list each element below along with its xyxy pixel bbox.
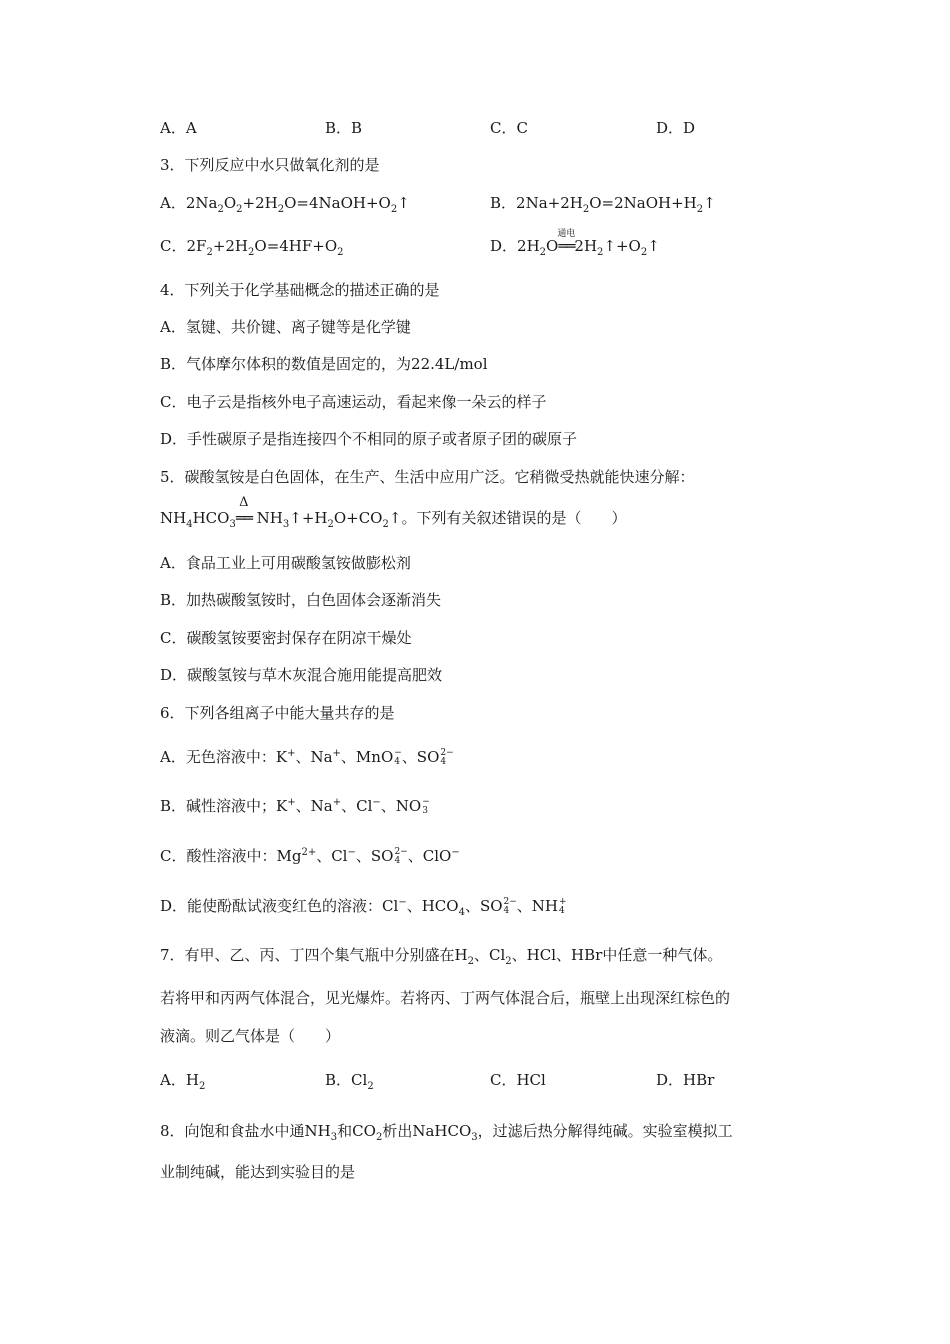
q5-option-c: C．碳酸氢铵要密封保存在阴凉干燥处: [160, 629, 412, 647]
q4-option-d: D．手性碳原子是指连接四个不相同的原子或者原子团的碳原子: [160, 430, 578, 448]
q7-option-a: A．$H_2$: [160, 1071, 206, 1092]
electrolysis-condition: 通电 ══: [557, 229, 576, 255]
q4-option-a: A．氢键、共价键、离子键等是化学键: [160, 318, 411, 336]
q8-stem: 8．向饱和食盐水中通$NH_3$和$CO_2$析出NaHCO$_3$，过滤后热分解得纯碱。实验室模拟工: [160, 1122, 733, 1143]
q3-option-b: B．$2Na+2H_2O=2NaOH+H_2↑$: [490, 194, 716, 215]
q4-option-c: C．电子云是指核外电子高速运动，看起来像一朵云的样子: [160, 393, 547, 411]
q3-stem: 3．下列反应中水只做氧化剂的是: [160, 156, 380, 174]
q6-option-c: C．酸性溶液中：$Mg^{2+}$、Cl−、SO 2− 4 、ClO−: [160, 847, 460, 866]
q2-option-b: B．B: [325, 119, 363, 137]
q2-option-a: A．A: [160, 119, 197, 137]
q5-stem: 5．碳酸氢铵是白色固体，在生产、生活中应用广泛。它稍微受热就能快速分解：: [160, 468, 695, 486]
q7-option-b: B．$Cl_2$: [325, 1071, 374, 1092]
q7-option-c: C．HCl: [490, 1071, 546, 1089]
q5-option-a: A．食品工业上可用碳酸氢铵做膨松剂: [160, 554, 411, 572]
q2-option-d: D．D: [656, 119, 696, 137]
heat-condition: Δ ══: [235, 495, 252, 527]
q4-option-b: B．气体摩尔体积的数值是固定的，为22.4L/mol: [160, 355, 488, 373]
q7-stem: 7．有甲、乙、丙、丁四个集气瓶中分别盛在$H_2$、$Cl_2$、HCl、HBr中任意一种气体。: [160, 946, 723, 967]
q4-stem: 4．下列关于化学基础概念的描述正确的是: [160, 281, 440, 299]
q6-option-d: D．能使酚酞试液变红色的溶液：Cl−、$HCO_4$、SO 2− 4 、NH + 4: [160, 897, 567, 918]
q6-stem: 6．下列各组离子中能大量共存的是: [160, 704, 395, 722]
q3-option-c: C．$2F_2+2H_2O=4HF+O_2$: [160, 237, 344, 258]
q7-option-d: D．HBr: [656, 1071, 715, 1089]
q6-option-a: A．无色溶液中：K+、Na+、MnO − 4 、SO 2− 4: [160, 748, 454, 767]
q3-option-d: D．$2H_2O$ 通电 $══2H_2↑+O_2↑$: [490, 229, 660, 258]
q7-line2: 若将甲和丙两气体混合，见光爆炸。若将丙、丁两气体混合后，瓶壁上出现深红棕色的: [160, 989, 731, 1007]
q8-line2: 业制纯碱，能达到实验目的是: [160, 1163, 356, 1181]
q5-option-d: D．碳酸氢铵与草木灰混合施用能提高肥效: [160, 666, 443, 684]
q7-line3: 液滴。则乙气体是（ ）: [160, 1027, 341, 1045]
q6-option-b: B．碱性溶液中；K+、Na+、Cl−、NO − 3: [160, 797, 430, 816]
q5-equation: $NH_4HCO_3$ Δ ══ $NH_3↑+H_2O+CO_2↑$。下列有关叙述错误的是（ ）: [160, 495, 627, 530]
q2-option-c: C．C: [490, 119, 528, 137]
q3-option-a: A．$2Na_2O_2+2H_2O=4NaOH+O_2↑$: [160, 194, 410, 215]
q5-option-b: B．加热碳酸氢铵时，白色固体会逐渐消失: [160, 591, 442, 609]
